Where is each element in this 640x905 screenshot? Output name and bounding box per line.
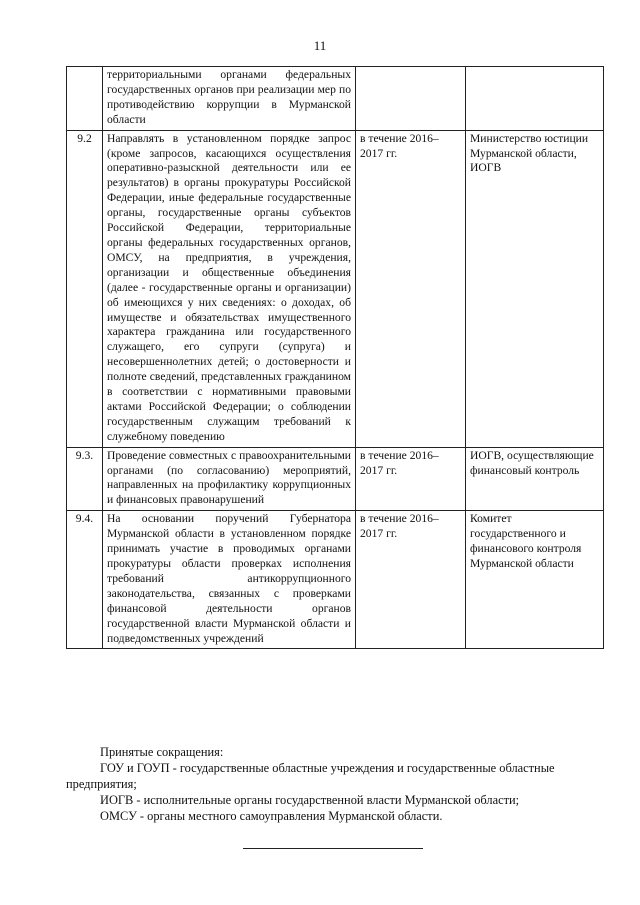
- term-text: в течение 2016–2017 гг.: [356, 447, 466, 511]
- executor-text: Комитет государственного и финансового контроля Мурманской области: [466, 511, 604, 649]
- table-row: [67, 67, 604, 131]
- table-row: [67, 511, 604, 649]
- abbreviations-block: [66, 744, 601, 824]
- row-number: 9.3.: [67, 447, 103, 511]
- table-row: [67, 130, 604, 447]
- action-text: Направлять в установленном порядке запрос (кроме запросов, касающихся осуществления оперативно-разыскной деятельности или ее результатов) в органы прокуратуры Российской Федерации, иные федеральные государственные органы, государственные органы субъектов Российской Федерации, территориальные органы федеральных государственных органов, ОМСУ, на предприятия, в учреждения, организации и общественные объединения (далее - государственные органы и организации) об имеющихся у них сведениях: о доходах, об имуществе и обязательствах имущественного характера гражданина или государственного служащего, его супруги (супруга) и несовершеннолетних детей; о достоверности и полноте сведений, представленных гражданином в соответствии с нормативными правовыми актами Российской Федерации; о соблюдении государственным служащим требований к служебному поведению: [103, 130, 356, 447]
- abbreviations-title: Принятые сокращения:: [100, 745, 224, 759]
- executor-text: [466, 67, 604, 131]
- executor-text: ИОГВ, осуществляющие финансовый контроль: [466, 447, 604, 511]
- term-text: в течение 2016–2017 гг.: [356, 130, 466, 447]
- term-text: [356, 67, 466, 131]
- action-text: территориальными органами федеральных государственных органов при реализации мер по противодействию коррупции в Мурманской области: [103, 67, 356, 131]
- end-rule: [243, 848, 423, 849]
- table-row: [67, 447, 604, 511]
- term-text: в течение 2016–2017 гг.: [356, 511, 466, 649]
- row-number: 9.4.: [67, 511, 103, 649]
- abbreviation-item: ГОУ и ГОУП - государственные областные учреждения и государственные областные предприятия;: [66, 761, 555, 791]
- action-text: На основании поручений Губернатора Мурманской области в установленном порядке принимать участие в проводимых органами прокуратуры области проверках исполнения требований антикоррупционного законодательства, связанных с проверками финансовой деятельности органов государственной власти Мурманской области и подведомственных учреждений: [103, 511, 356, 649]
- action-text: Проведение совместных с правоохранительными органами (по согласованию) мероприятий, направленных на профилактику коррупционных и финансовых правонарушений: [103, 447, 356, 511]
- executor-text: Министерство юстиции Мурманской области, ИОГВ: [466, 130, 604, 447]
- page-number: 11: [313, 38, 327, 53]
- row-number: 9.2: [67, 130, 103, 447]
- abbreviation-item: ИОГВ - исполнительные органы государственной власти Мурманской области;: [100, 793, 520, 807]
- abbreviation-item: ОМСУ - органы местного самоуправления Мурманской области.: [100, 809, 443, 823]
- measures-table: [66, 66, 604, 649]
- row-number: [67, 67, 103, 131]
